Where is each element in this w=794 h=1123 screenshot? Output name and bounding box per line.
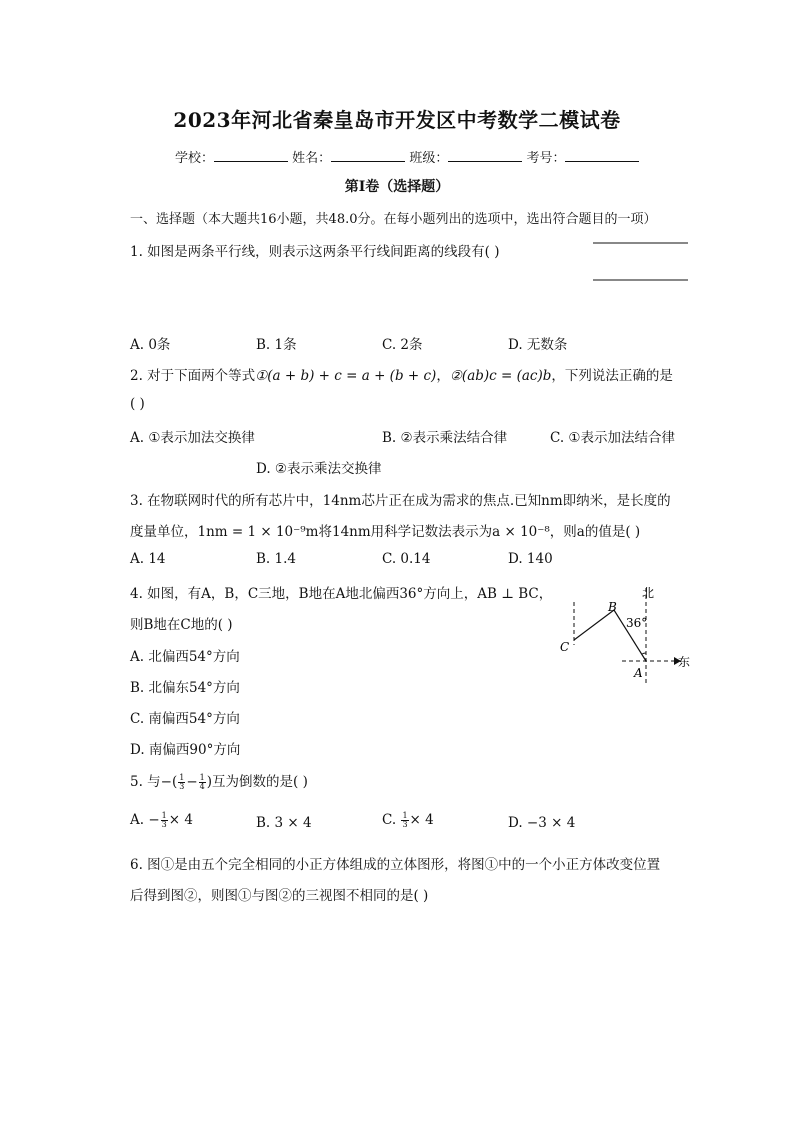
q5-option-b: B. 3 × 4 (256, 815, 312, 831)
q4-line-2: 则B地在C地的( ) (130, 617, 233, 633)
q1-option-b: B. 1条 (256, 337, 297, 353)
q3-option-c: C. 0.14 (382, 551, 431, 567)
part-heading: 一、选择题（本大题共16小题，共48.0分。在每小题列出的选项中，选出符合题目的一项） (130, 212, 657, 227)
class-label: 班级： (409, 151, 449, 166)
point-a-label: A (634, 666, 643, 680)
q3-option-b: B. 1.4 (256, 551, 296, 567)
q3-line-2: 度量单位，1nm = 1 × 10⁻⁹m将14nm用科学记数法表示为a × 10⁻⁸，则a的值是( ) (130, 524, 641, 540)
q4-option-a: A. 北偏西54°方向 (130, 649, 240, 665)
q5-option-d: D. −3 × 4 (508, 815, 576, 831)
q5-prefix: 5. 与−( (130, 774, 178, 790)
q5-option-c-num: 1 (402, 811, 408, 820)
q3-option-a: A. 14 (130, 551, 166, 567)
q6-line-2: 后得到图②，则图①与图②的三视图不相同的是( ) (130, 888, 429, 904)
q4-option-d: D. 南偏西90°方向 (130, 742, 241, 758)
q5-option-a-post: × 4 (168, 812, 193, 828)
q2-paren: ( ) (130, 396, 145, 412)
exam-no-label: 考号： (526, 151, 566, 166)
name-blank (331, 148, 405, 162)
q4-direction-figure (550, 580, 700, 690)
q2-option-a: A. ①表示加法交换律 (130, 430, 255, 446)
q5-option-c-fraction (401, 812, 408, 829)
q2-number: 2. 对于下面两个等式 (130, 368, 256, 384)
q1-option-d: D. 无数条 (508, 337, 568, 353)
student-info-line (175, 147, 639, 166)
q4-option-c: C. 南偏西54°方向 (130, 711, 240, 727)
q1-parallel-lines-figure (590, 236, 690, 286)
q4-option-b: B. 北偏东54°方向 (130, 680, 240, 696)
section-heading: 第I卷（选择题） (344, 179, 450, 195)
q5-option-c-den: 3 (402, 820, 408, 829)
q5-option-a-num: 1 (161, 811, 167, 820)
north-label: 北 (642, 586, 655, 600)
q5-fraction-1-den: 3 (179, 782, 185, 791)
q2-equation-2: ②(ab)c = (ac)b (449, 368, 552, 384)
q5-fraction-2-den: 4 (199, 782, 205, 791)
exam-title: 2023年河北省秦皇岛市开发区中考数学二模试卷 (173, 108, 621, 132)
q5-option-c (382, 812, 434, 829)
angle-arc (642, 653, 646, 654)
exam-no-blank (565, 148, 639, 162)
q5-option-a-den: 3 (161, 820, 167, 829)
q5-option-c-pre: C. (382, 812, 401, 828)
q2-equation-1: ①(a + b) + c = a + (b + c) (255, 368, 437, 384)
q5-fraction-1 (178, 774, 185, 791)
point-b-label: B (608, 600, 617, 614)
q3-line-1: 3. 在物联网时代的所有芯片中，14nm芯片正在成为需求的焦点.已知nm即纳米，是长度的 (130, 493, 671, 509)
east-label: 东 (678, 655, 691, 669)
class-blank (448, 148, 522, 162)
q1-stem: 1. 如图是两条平行线，则表示这两条平行线间距离的线段有( ) (130, 244, 500, 260)
q5-fraction-2 (199, 774, 206, 791)
q5-suffix: )互为倒数的是( ) (206, 774, 308, 790)
q5-fraction-2-num: 1 (199, 773, 205, 782)
q5-stem: 5. 与−( $\frac{1}{3}$ − $\frac{1}{4}$ )互为倒数的是( ) (130, 773, 308, 791)
q5-option-c-post: × 4 (409, 812, 434, 828)
q2-option-b: B. ②表示乘法结合律 (382, 430, 508, 446)
q5-fraction-1-num: 1 (179, 773, 185, 782)
q6-line-1: 6. 图①是由五个完全相同的小正方体组成的立体图形，将图①中的一个小正方体改变位置 (130, 857, 661, 873)
q4-line-1: 4. 如图，有A，B，C三地，B地在A地北偏西36°方向上，AB ⊥ BC， (130, 586, 553, 602)
q2-option-c: C. ①表示加法结合律 (550, 430, 676, 446)
point-c-label: C (560, 640, 570, 654)
q3-option-d: D. 140 (508, 551, 553, 567)
school-label: 学校： (175, 151, 215, 166)
school-blank (214, 148, 288, 162)
name-label: 姓名： (292, 151, 332, 166)
q1-option-c: C. 2条 (382, 337, 423, 353)
q2-option-d: D. ②表示乘法交换律 (256, 461, 382, 477)
q1-option-a: A. 0条 (130, 337, 171, 353)
angle-label: 36° (626, 616, 648, 630)
q2-stem: 2. 对于下面两个等式①(a + b) + c = a + (b + c)，②(ab)c = (ac)b，下列说法正确的是 (130, 368, 673, 384)
q5-option-a-pre: A. − (130, 812, 160, 828)
q5-option-a (130, 812, 193, 829)
q5-option-a-fraction (161, 812, 168, 829)
q2-tail: ，下列说法正确的是 (551, 368, 673, 384)
